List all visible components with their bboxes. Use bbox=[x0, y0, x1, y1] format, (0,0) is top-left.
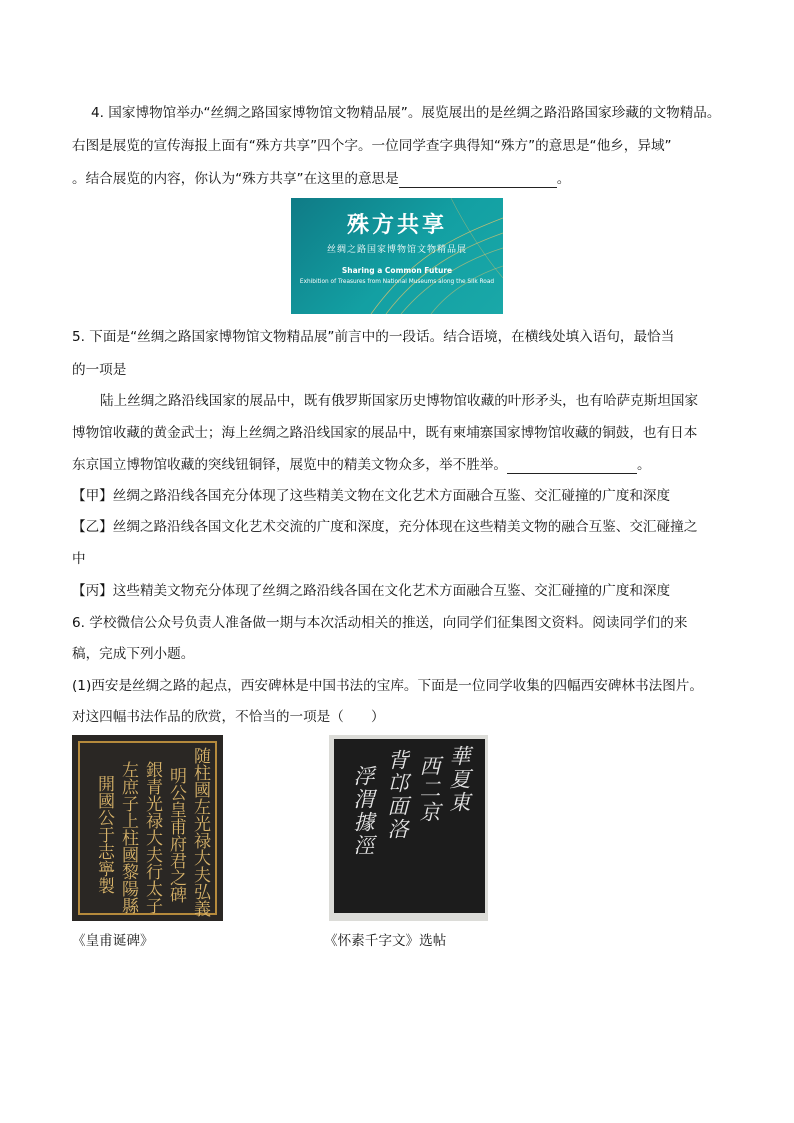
q5-paragraph-line-2: 博物馆收藏的黄金武士；海上丝绸之路沿线国家的展品中，既有柬埔寨国家博物馆收藏的铜鼓，也有日本 bbox=[72, 425, 698, 441]
stele2-caption: 《怀素千字文》选帖 bbox=[324, 933, 447, 949]
poster-english-title: Sharing a Common Future bbox=[341, 266, 453, 275]
q6-sub1-line-1: (1)西安是丝绸之路的起点，西安碑林是中国书法的宝库。下面是一位同学收集的四幅西安碑林书法图片。 bbox=[72, 678, 703, 694]
q4-line-2: 右图是展览的宣传海报上面有“殊方共享”四个字。一位同学查字典得知“殊方”的意思是“他乡，异域” bbox=[72, 138, 672, 154]
q5-line-1: 5. 下面是“丝绸之路国家博物馆文物精品展”前言中的一段话。结合语境，在横线处填入语句，最恰当 bbox=[72, 329, 675, 345]
stele1-column-1: 随柱國左光禄大夫弘義 bbox=[190, 747, 210, 917]
poster-subtitle: 丝绸之路国家博物馆文物精品展 bbox=[326, 245, 467, 255]
q5-line-2: 的一项是 bbox=[72, 362, 127, 378]
poster-title: 殊方共享 bbox=[346, 212, 447, 238]
q6-line-2: 稿，完成下列小题。 bbox=[72, 646, 195, 662]
q4-line-3 bbox=[72, 170, 570, 188]
stele1-column-3: 銀青光禄大夫行太子 bbox=[142, 761, 162, 914]
stele2-column-3: 背邙面洛 bbox=[385, 749, 409, 841]
q6-sub1-line-2: 对这四幅书法作品的欣赏，不恰当的一项是（ ） bbox=[72, 709, 385, 725]
exhibition-poster-image bbox=[291, 198, 503, 314]
poster-english-subtitle: Exhibition of Treasures from National Museums along the Silk Road bbox=[299, 279, 495, 285]
stele2-column-1: 華夏東 bbox=[447, 745, 471, 814]
q5-paragraph-line-3-text: 东京国立博物馆收藏的突线钮铜铎，展览中的精美文物众多，举不胜举。 bbox=[72, 457, 507, 473]
stele2-column-2: 西二京 bbox=[417, 755, 441, 824]
q5-paragraph-line-3 bbox=[72, 456, 651, 474]
q5-paragraph-line-3-end: 。 bbox=[637, 457, 651, 473]
q5-option-b-line-1[interactable]: 【乙】丝绸之路沿线各国文化艺术交流的广度和深度，充分体现在这些精美文物的融合互鉴、交汇碰撞之 bbox=[72, 519, 698, 535]
stele2-column-4: 浮渭據涇 bbox=[351, 765, 375, 857]
q5-paragraph-line-1: 陆上丝绸之路沿线国家的展品中，既有俄罗斯国家历史博物馆收藏的叶形矛头，也有哈萨克斯坦国家 bbox=[100, 393, 699, 409]
stele1-column-4: 左庶子上柱國黎陽縣 bbox=[118, 761, 138, 914]
q6-line-1: 6. 学校微信公众号负责人准备做一期与本次活动相关的推送，向同学们征集图文资料。阅读同学们的来 bbox=[72, 615, 688, 631]
q4-line-1: 4. 国家博物馆举办“丝绸之路国家博物馆文物精品展”。展览展出的是丝绸之路沿路国家珍藏的文物精品。 bbox=[91, 105, 721, 121]
q4-line-3-text: 。结合展览的内容，你认为“殊方共享”在这里的意思是 bbox=[72, 171, 399, 187]
stele1-column-2: 明公皇甫府君之碑 bbox=[166, 767, 186, 903]
stele1-caption: 《皇甫诞碑》 bbox=[72, 933, 154, 949]
q5-option-c[interactable]: 【丙】这些精美文物充分体现了丝绸之路沿线各国在文化艺术方面融合互鉴、交汇碰撞的广度和深度 bbox=[72, 583, 671, 599]
stele1-column-5: 開國公于志寧製 bbox=[94, 775, 114, 894]
q5-option-a[interactable]: 【甲】丝绸之路沿线各国充分体现了这些精美文物在文化艺术方面融合互鉴、交汇碰撞的广度和深度 bbox=[72, 488, 671, 504]
q4-line-3-end: 。 bbox=[556, 171, 571, 187]
q4-answer-blank[interactable] bbox=[399, 173, 557, 188]
huangfu-dan-stele-image bbox=[72, 735, 223, 921]
q5-answer-blank[interactable] bbox=[507, 459, 637, 474]
q5-option-b-line-2[interactable]: 中 bbox=[72, 551, 86, 567]
huaisu-thousand-character-image bbox=[329, 735, 488, 921]
